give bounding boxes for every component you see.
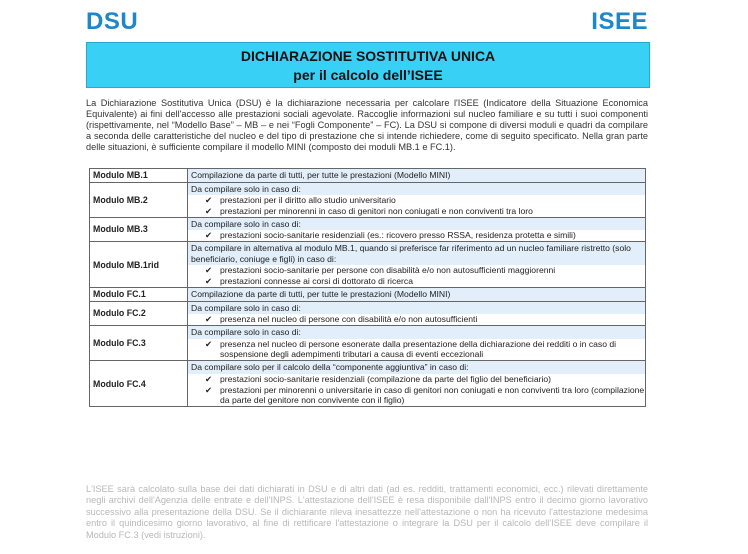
module-bullet-text: prestazioni connesse ai corsi di dottorato di ricerca xyxy=(220,276,413,287)
table-row xyxy=(90,361,646,407)
title-line-2: per il calcolo dell’ISEE xyxy=(293,67,443,83)
checkmark-icon: ✔ xyxy=(205,384,213,395)
title-banner xyxy=(86,42,650,88)
table-row xyxy=(90,301,646,325)
module-description xyxy=(188,301,646,325)
title-line-1: DICHIARAZIONE SOSTITUTIVA UNICA xyxy=(240,48,496,64)
module-bullet xyxy=(188,314,645,325)
checkmark-icon: ✔ xyxy=(205,195,213,206)
module-lead-text: Da compilare solo in caso di: xyxy=(188,218,645,231)
module-bullet xyxy=(188,206,645,217)
module-bullet-text: prestazioni per minorenni o universitarie in caso di genitori non coniugati e non conviventi tra loro (compilazione da parte del genitore non convivente con il figlio) xyxy=(220,384,645,406)
module-name: Modulo MB.1 xyxy=(90,169,188,183)
module-description xyxy=(188,287,646,301)
module-description xyxy=(188,217,646,241)
checkmark-icon: ✔ xyxy=(205,265,213,276)
module-description xyxy=(188,361,646,407)
module-bullet-text: prestazioni socio-sanitarie residenziali (compilazione da parte del figlio del beneficiario) xyxy=(220,373,552,384)
table-row xyxy=(90,242,646,288)
module-bullet-text: prestazioni socio-sanitarie residenziali (es.: ricovero presso RSSA, residenza protetta e simili) xyxy=(220,230,576,241)
dsu-logo: DSU xyxy=(86,8,139,35)
footer-paragraph: L'ISEE sarà calcolato sulla base dei dati dichiarati in DSU e di altri dati (ad es. redditi, trattamenti economici, ecc.) rilevati direttamente negli archivi dell'Agenzia delle entrate e dell'INPS. L'attestazione dell'ISEE è resa disponibile dall'INPS entro il decimo giorno lavorativo successivo alla presentazione della DSU. Se il dichiarante rileva inesattezze nell'attestazione o non ha ricevuto l'attestazione medesima entro il quindicesimo giorno lavorativo, al fine di rettificare l'attestazione o integrare la DSU per il calcolo dell'ISEE deve compilare il Modulo FC.3 (vedi istruzioni). xyxy=(86,484,648,540)
module-name: Modulo FC.2 xyxy=(90,301,188,325)
module-lead-text: Compilazione da parte di tutti, per tutte le prestazioni (Modello MINI) xyxy=(188,288,645,301)
checkmark-icon: ✔ xyxy=(205,205,213,216)
checkmark-icon: ✔ xyxy=(205,314,213,325)
table-row xyxy=(90,325,646,360)
module-name: Modulo FC.3 xyxy=(90,325,188,360)
module-bullet-text: prestazioni socio-sanitarie per persone con disabilità e/o non autosufficienti maggiorenni xyxy=(220,265,556,276)
module-lead-text: Da compilare solo in caso di: xyxy=(188,326,645,339)
intro-paragraph: La Dichiarazione Sostitutiva Unica (DSU) è la dichiarazione necessaria per calcolare l'ISEE (Indicatore della Situazione Economica Equivalente) ai fini dell'accesso alle prestazioni sociali agevolate. Raccoglie informazioni sul nucleo familiare e su tutti i suoi componenti (rispettivamente, nel “Modello Base” – MB – e nei “Fogli Componente” – FC). La DSU si compone di diversi moduli e quadri da compilare a seconda delle caratteristiche del nucleo e del tipo di prestazione che si intende richiedere, come di seguito specificato. Nella gran parte delle situazioni, è sufficiente compilare il modello MINI (composto dei moduli MB.1 e FC.1). xyxy=(86,98,648,153)
checkmark-icon: ✔ xyxy=(205,230,213,241)
module-lead-text: Da compilare solo in caso di: xyxy=(188,302,645,315)
modules-table xyxy=(89,168,646,407)
module-description xyxy=(188,182,646,217)
checkmark-icon: ✔ xyxy=(205,338,213,349)
module-bullet xyxy=(188,374,645,385)
table-row xyxy=(90,169,646,183)
module-bullet-text: prestazioni per minorenni in caso di genitori non coniugati e non conviventi tra loro xyxy=(220,205,533,216)
module-bullet xyxy=(188,276,645,287)
module-bullet xyxy=(188,230,645,241)
module-description xyxy=(188,325,646,360)
table-row xyxy=(90,287,646,301)
table-row xyxy=(90,182,646,217)
module-lead-text: Da compilare in alternativa al modulo MB.1, quando si preferisce far riferimento ad un nucleo familiare ristretto (solo beneficiario, coniuge e figli) in caso di: xyxy=(188,242,645,265)
module-lead-text: Compilazione da parte di tutti, per tutte le prestazioni (Modello MINI) xyxy=(188,169,645,182)
module-bullet xyxy=(188,265,645,276)
module-bullet xyxy=(188,339,645,361)
checkmark-icon: ✔ xyxy=(205,276,213,287)
isee-logo: ISEE xyxy=(591,8,648,35)
module-name: Modulo FC.1 xyxy=(90,287,188,301)
module-name: Modulo MB.1rid xyxy=(90,242,188,288)
module-name: Modulo MB.3 xyxy=(90,217,188,241)
module-bullet xyxy=(188,385,645,407)
module-bullet-text: presenza nel nucleo di persone esonerate dalla presentazione della dichiarazione dei redditi o in caso di sospensione degli adempimenti tributari a causa di eventi eccezionali xyxy=(220,338,617,360)
module-description xyxy=(188,169,646,183)
module-description xyxy=(188,242,646,288)
checkmark-icon: ✔ xyxy=(205,373,213,384)
module-bullet-text: prestazioni per il diritto allo studio universitario xyxy=(220,195,396,206)
module-lead-text: Da compilare solo per il calcolo della “componente aggiuntiva” in caso di: xyxy=(188,361,645,374)
module-name: Modulo FC.4 xyxy=(90,361,188,407)
table-row xyxy=(90,217,646,241)
module-bullet-text: presenza nel nucleo di persone con disabilità e/o non autosufficienti xyxy=(220,314,478,325)
module-name: Modulo MB.2 xyxy=(90,182,188,217)
module-lead-text: Da compilare solo in caso di: xyxy=(188,183,645,196)
module-bullet xyxy=(188,195,645,206)
